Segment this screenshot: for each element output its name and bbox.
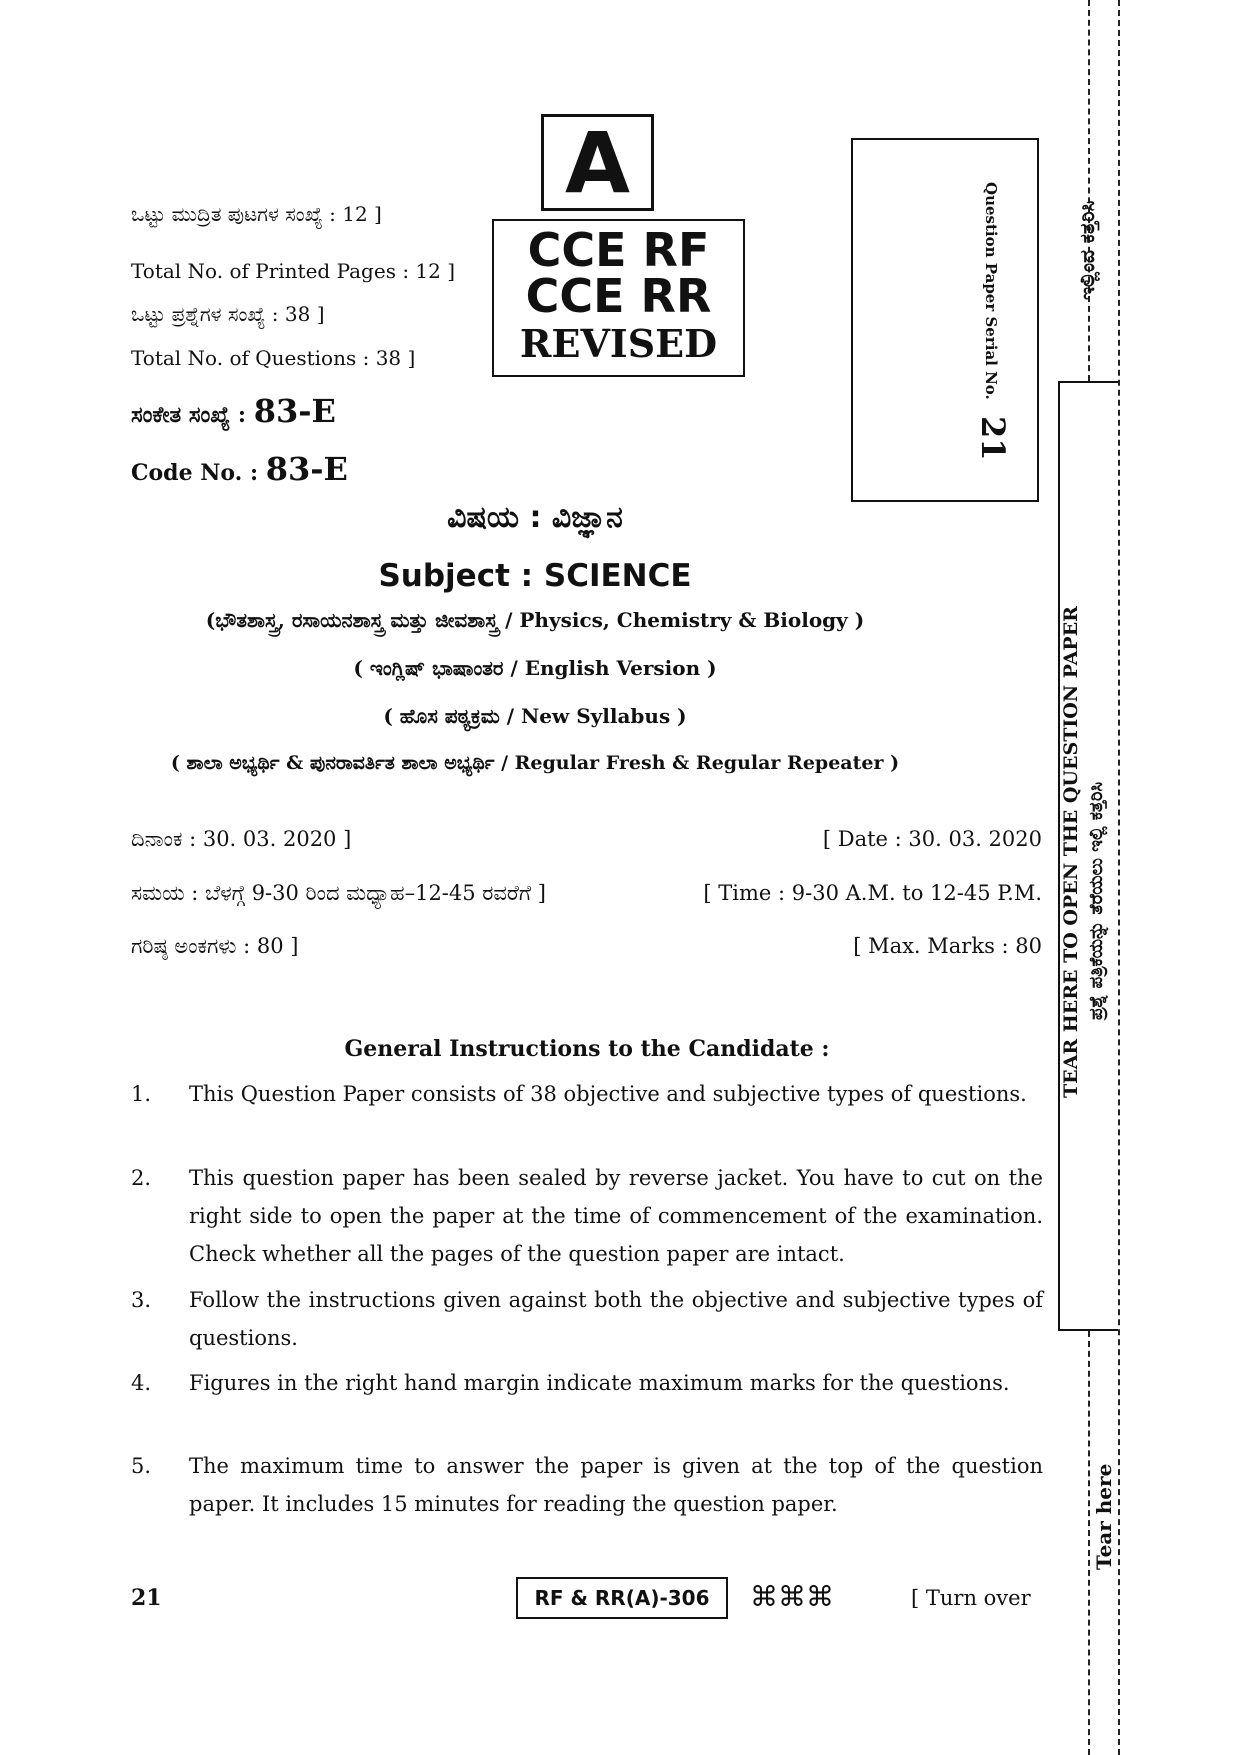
code-en-value: 83-E [265,450,348,488]
footer-mark: ⌘⌘⌘ [750,1580,834,1613]
instruction-num: 3. [131,1288,152,1312]
marks-en: [ Max. Marks : 80 [853,934,1042,958]
code-kn [131,392,336,430]
marks-kn: ಗರಿಷ್ಠ ಅಂಕಗಳು : 80 ] [131,934,299,958]
instruction-text: Figures in the right hand margin indicate maximum marks for the questions. [189,1371,1010,1395]
tear-line-inner-lower [1088,1331,1090,1755]
cce-box [492,219,745,377]
time-kn: ಸಮಯ : ಬೆಳಗ್ಗೆ 9-30 ರಿಂದ ಮಧ್ಯಾಹ–12-45 ರವರೆಗೆ ] [131,881,546,905]
instruction-item [131,1447,1043,1523]
instruction-text: This question paper has been sealed by reverse jacket. You have to cut on the right side to open the paper at the time of commencement of the examination. Check whether all the pages of the question paper are intact. [189,1166,1043,1266]
code-kn-value: 83-E [253,392,336,430]
instruction-num: 2. [131,1166,152,1190]
set-letter-box [541,114,654,211]
instruction-text: Follow the instructions given against both the objective and subjective types of questions. [189,1288,1043,1350]
questions-en: Total No. of Questions : 38 ] [131,346,416,370]
instruction-item [131,1159,1043,1273]
tear-line-inner [1088,0,1090,381]
footer-paper-code: RF & RR(A)-306 [534,1586,710,1610]
subject-streams: (ಭೌತಶಾಸ್ತ್ರ, ರಸಾಯನಶಾಸ್ತ್ರ ಮತ್ತು ಜೀವಶಾಸ್ತ್ರ / Physics, Chemistry & Biology ) [205,608,865,632]
footer-page-serial: 21 [131,1585,162,1611]
code-en-label: Code No. : [131,460,259,486]
subject-syllabus: ( ಹೊಸ ಪಠ್ಯಕ್ರಮ / New Syllabus ) [383,704,687,728]
code-kn-label: ಸಂಕೇತ ಸಂಖ್ಯೆ : [131,402,247,428]
footer-turn-over: [ Turn over [911,1586,1031,1610]
cce-line-1: CCE RF [527,223,710,277]
code-en [131,450,348,488]
printed-pages-kn: ಒಟ್ಟು ಮುದ್ರಿತ ಪುಟಗಳ ಸಂಖ್ಯೆ : 12 ] [131,202,382,226]
instruction-text: The maximum time to answer the paper is given at the top of the question paper. It includes 15 minutes for reading the question paper. [189,1454,1043,1516]
instruction-num: 1. [131,1082,152,1106]
printed-pages-en: Total No. of Printed Pages : 12 ] [131,259,456,283]
instruction-item [131,1281,1043,1357]
footer-paper-code-box [516,1577,728,1619]
subject-version: ( ಇಂಗ್ಲಿಷ್ ಭಾಷಾಂತರ / English Version ) [353,656,717,680]
set-letter: A [564,113,630,212]
cce-line-3: REVISED [519,321,718,366]
instruction-item [131,1075,1043,1151]
date-kn: ದಿನಾಂಕ : 30. 03. 2020 ] [131,827,352,851]
instruction-item [131,1364,1043,1440]
instruction-text: This Question Paper consists of 38 objective and subjective types of questions. [189,1082,1027,1106]
subject-candidates: ( ಶಾಲಾ ಅಭ್ಯರ್ಥಿ & ಪುನರಾವರ್ತಿತ ಶಾಲಾ ಅಭ್ಯರ್ಥಿ / Regular Fresh & Regular Repeater ) [170,752,900,774]
questions-kn: ಒಟ್ಟು ಪ್ರಶ್ನೆಗಳ ಸಂಖ್ಯೆ : 38 ] [131,302,325,326]
cce-line-2: CCE RR [525,269,712,323]
tear-line-dashed [1118,0,1120,1755]
subject-kn: ವಿಷಯ : ವಿಜ್ಞಾನ [447,500,623,535]
time-en: [ Time : 9-30 A.M. to 12-45 P.M. [703,881,1042,905]
instructions-heading: General Instructions to the Candidate : [344,1036,830,1062]
instruction-num: 5. [131,1454,152,1478]
subject-en: Subject : SCIENCE [378,558,692,594]
instruction-num: 4. [131,1371,152,1395]
date-en: [ Date : 30. 03. 2020 [822,827,1042,851]
